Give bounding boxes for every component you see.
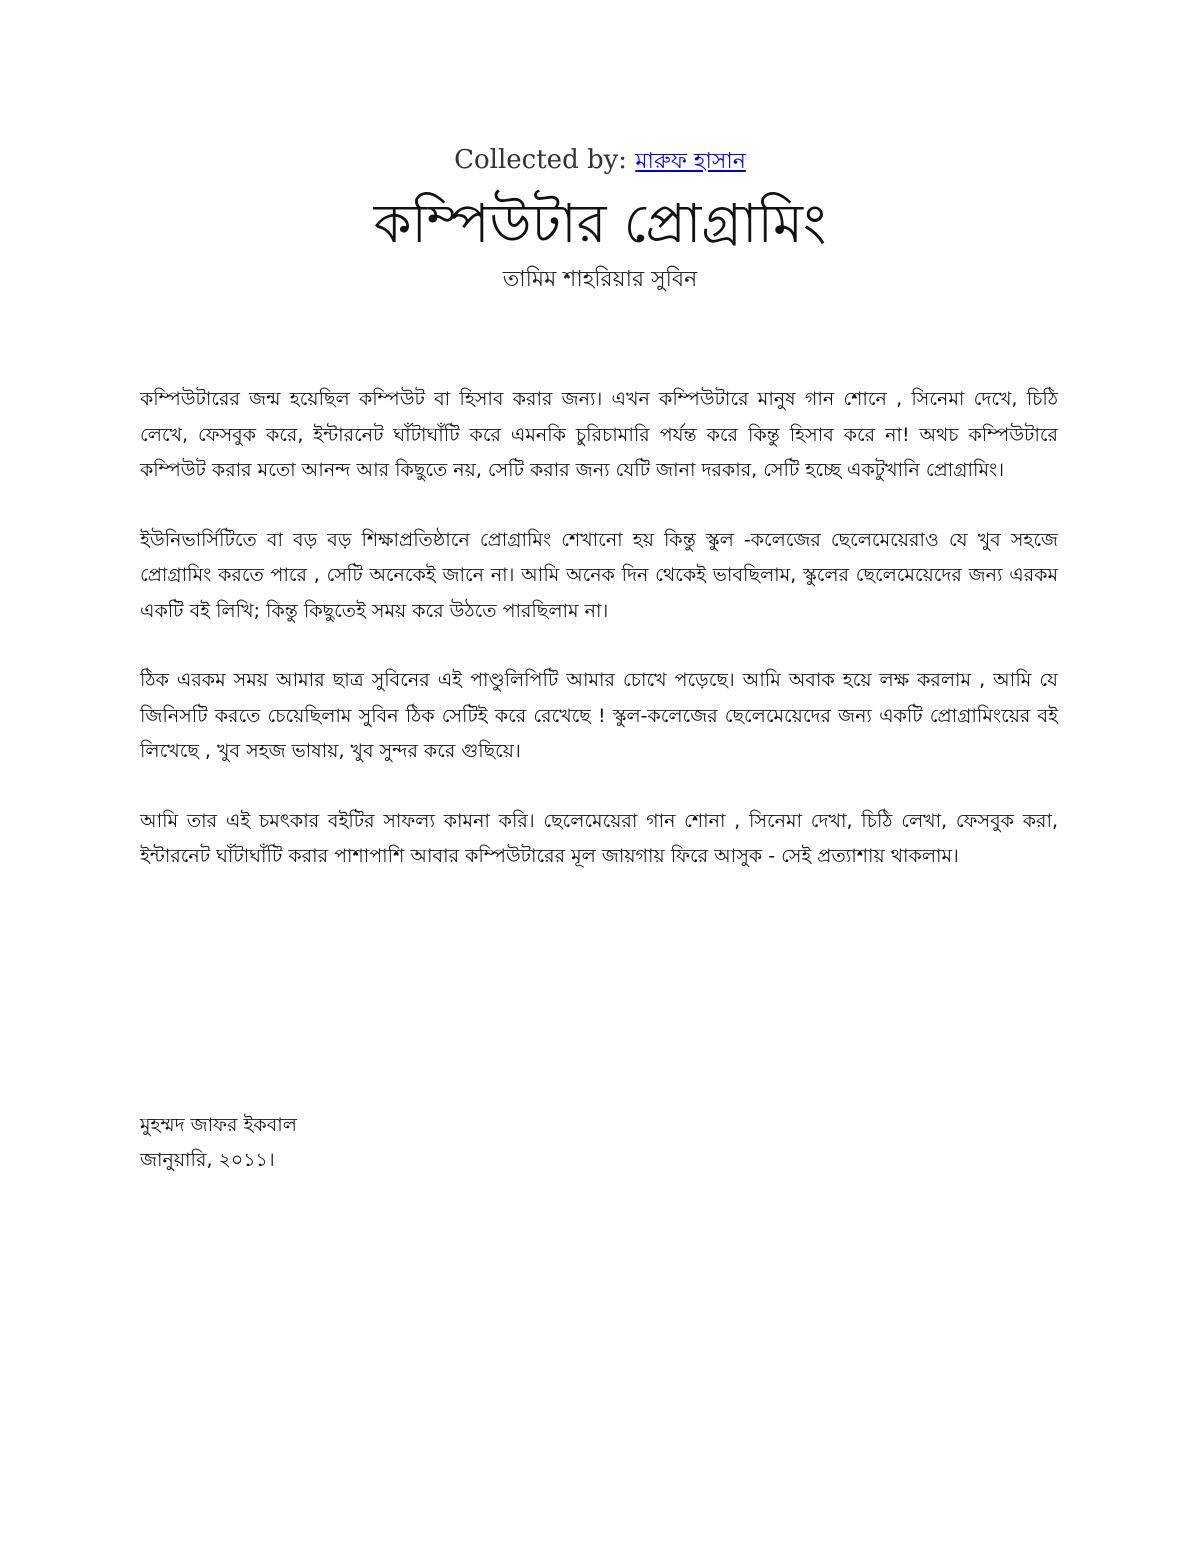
foreword-paragraph: আমি তার এই চমৎকার বইটির সাফল্য কামনা করি। ছেলেমেয়েরা গান শোনা , সিনেমা দেখা, চিঠি লেখা, ফেসবুক করা, ইন্টারনেট ঘাঁটাঘাঁটি করার পাশাপাশি আবার কম্পিউটারের মূল জায়গায় ফিরে আসুক - সেই প্রত্যাশায় থাকলাম। bbox=[140, 809, 1058, 867]
book-title: কম্পিউটার প্রোগ্রামিং bbox=[373, 192, 827, 255]
collector-name-link[interactable]: মারুফ হাসান bbox=[635, 149, 746, 174]
collected-by-label: Collected by: bbox=[454, 145, 628, 175]
foreword-paragraph: কম্পিউটারের জন্ম হয়েছিল কম্পিউট বা হিসাব করার জন্য। এখন কম্পিউটারে মানুষ গান শোনে , সিনেমা দেখে, চিঠি লেখে, ফেসবুক করে, ইন্টারনেট ঘাঁটাঘাঁটি করে এমনকি চুরিচামারি পর্যন্ত করে কিন্তু হিসাব করে না! অথচ কম্পিউটারে কম্পিউট করার মতো আনন্দ আর কিছুতে নয়, সেটি করার জন্য যেটি জানা দরকার, সেটি হচ্ছে একটুখানি প্রোগ্রামিং। bbox=[140, 388, 1058, 481]
signature-name: মুহম্মদ জাফর ইকবাল bbox=[140, 1114, 297, 1136]
foreword-paragraph: ঠিক এরকম সময় আমার ছাত্র সুবিনের এই পাণ্ডুলিপিটি আমার চোখে পড়েছে। আমি অবাক হয়ে লক্ষ করলাম , আমি যে জিনিসটি করতে চেয়েছিলাম সুবিন ঠিক সেটিই করে রেখেছে ! স্কুল-কলেজের ছেলেমেয়েদের জন্য একটি প্রোগ্রামিংয়ের বই লিখেছে , খুব সহজ ভাষায়, খুব সুন্দর করে গুছিয়ে। bbox=[140, 669, 1058, 762]
book-author: তামিম শাহরিয়ার সুবিন bbox=[502, 267, 698, 292]
signature-date: জানুয়ারি, ২০১১। bbox=[140, 1149, 275, 1171]
collected-by-line bbox=[0, 142, 1200, 180]
foreword-paragraph: ইউনিভার্সিটিতে বা বড় বড় শিক্ষাপ্রতিষ্ঠানে প্রোগ্রামিং শেখানো হয় কিন্তু স্কুল -কলেজের ছেলেমেয়েরাও যে খুব সহজে প্রোগ্রামিং করতে পারে , সেটি অনেকেই জানে না। আমি অনেক দিন থেকেই ভাবছিলাম, স্কুলের ছেলেমেয়েদের জন্য এরকম একটি বই লিখি; কিন্তু কিছুতেই সময় করে উঠতে পারছিলাম না। bbox=[140, 528, 1058, 622]
foreword-body bbox=[140, 382, 1058, 909]
signature-block bbox=[140, 1108, 740, 1178]
